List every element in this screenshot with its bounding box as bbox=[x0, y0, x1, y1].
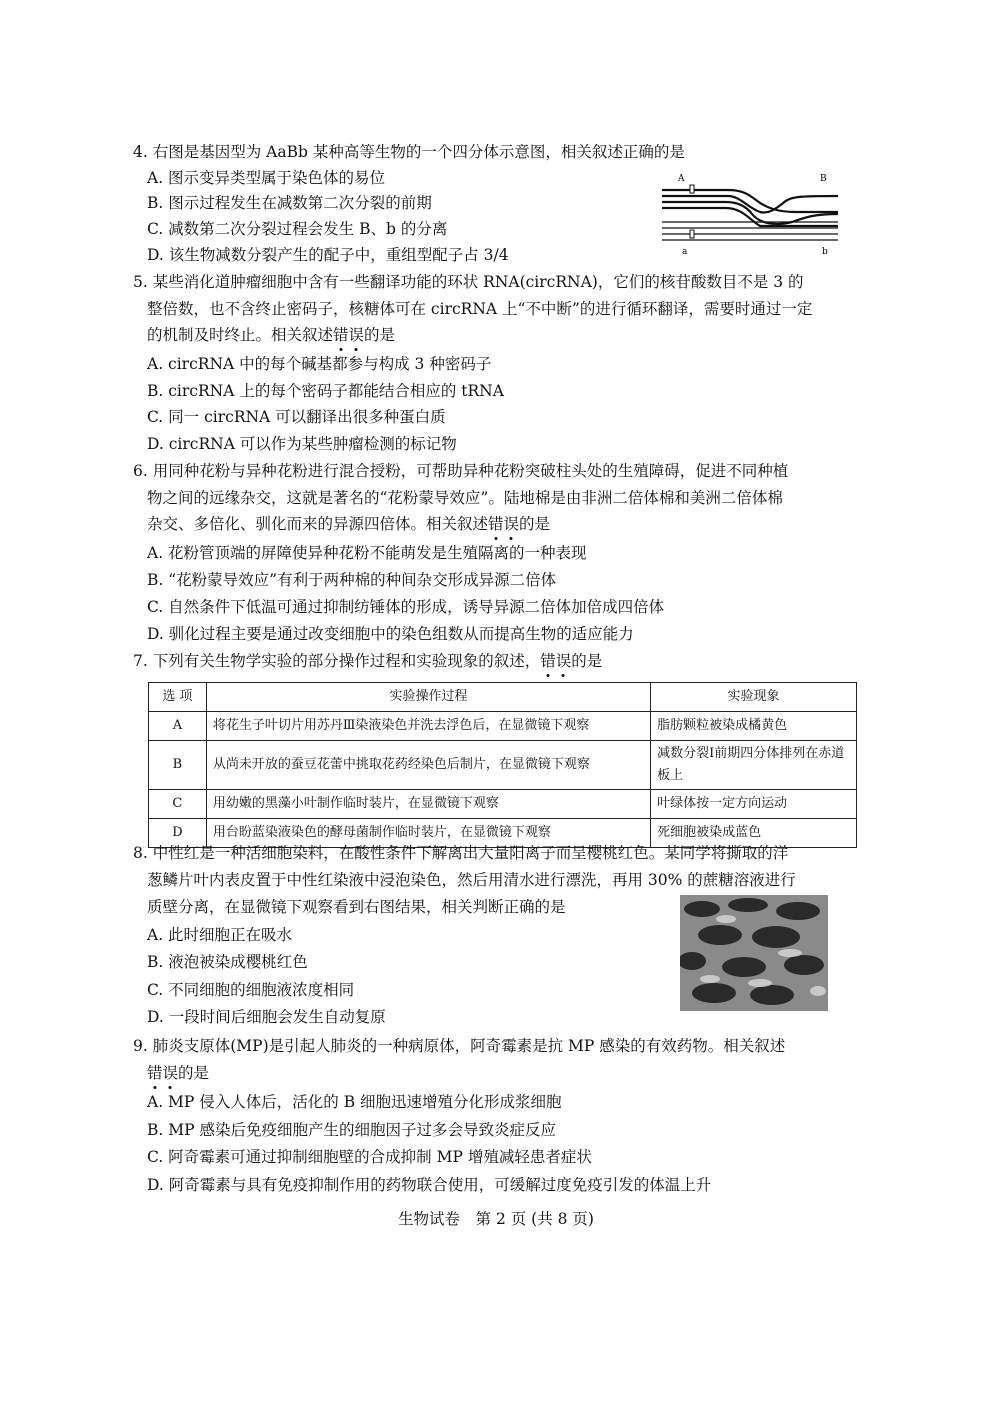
q8-line-1: 8. 中性红是一种活细胞染料，在酸性条件下解离出大量阳离子而呈樱桃红色。某同学将撕取的洋 bbox=[133, 844, 789, 862]
q7-stem bbox=[133, 650, 602, 672]
q6-option-c: C. 自然条件下低温可通过抑制纺锤体的形成，诱导异源二倍体加倍成四倍体 bbox=[147, 598, 665, 616]
q4-stem: 4. 右图是基因型为 AaBb 某种高等生物的一个四分体示意图，相关叙述正确的是 bbox=[133, 143, 685, 161]
row-procedure: 用台盼蓝染液染色的酵母菌制作临时装片，在显微镜下观察 bbox=[206, 819, 650, 848]
q4-option-b: B. 图示过程发生在减数第二次分裂的前期 bbox=[147, 194, 432, 212]
row-result: 叶绿体按一定方向运动 bbox=[651, 790, 857, 819]
lower-chromatids bbox=[662, 222, 838, 240]
q6-line-3-post: 的是 bbox=[519, 515, 551, 533]
q5-option-c: C. 同一 circRNA 可以翻译出很多种蛋白质 bbox=[147, 408, 446, 426]
label-a: a bbox=[682, 247, 688, 256]
q8-option-a: A. 此时细胞正在吸水 bbox=[147, 926, 293, 944]
q9-line-1: 9. 肺炎支原体(MP)是引起人肺炎的一种病原体，阿奇霉素是抗 MP 感染的有效药物。相关叙述 bbox=[133, 1037, 786, 1055]
q5-option-d: D. circRNA 可以作为某些肿瘤检测的标记物 bbox=[147, 435, 457, 453]
row-option: D bbox=[149, 819, 207, 848]
q7-emphasis bbox=[540, 652, 571, 670]
emphasis-char: 错 bbox=[488, 515, 504, 533]
q9-option-d: D. 阿奇霉素与具有免疫抑制作用的药物联合使用，可缓解过度免疫引发的体温上升 bbox=[147, 1176, 712, 1194]
row-procedure: 将花生子叶切片用苏丹Ⅲ染液染色并洗去浮色后，在显微镜下观察 bbox=[206, 712, 650, 741]
q6-option-a: A. 花粉管顶端的屏障使异种花粉不能萌发是生殖隔离的一种表现 bbox=[147, 544, 587, 562]
table-row bbox=[149, 741, 857, 790]
experiment-table bbox=[148, 682, 857, 848]
centromere-lower bbox=[690, 230, 694, 238]
row-result: 脂肪颗粒被染成橘黄色 bbox=[651, 712, 857, 741]
q9-option-c: C. 阿奇霉素可通过抑制细胞壁的合成抑制 MP 增殖减轻患者症状 bbox=[147, 1148, 592, 1166]
emphasis-char: 错 bbox=[540, 652, 556, 670]
q8-line-3: 质壁分离，在显微镜下观察看到右图结果，相关判断正确的是 bbox=[147, 898, 566, 916]
emphasis-char: 误 bbox=[162, 1064, 179, 1082]
row-procedure: 用幼嫩的黑藻小叶制作临时装片，在显微镜下观察 bbox=[206, 790, 650, 819]
q6-option-b: B. “花粉蒙导效应”有利于两种棉的种间杂交形成异源二倍体 bbox=[147, 571, 557, 589]
header-result: 实验现象 bbox=[651, 683, 857, 712]
q8-option-d: D. 一段时间后细胞会发生自动复原 bbox=[147, 1008, 386, 1026]
header-procedure: 实验操作过程 bbox=[206, 683, 650, 712]
q8-option-b: B. 液泡被染成樱桃红色 bbox=[147, 953, 308, 971]
tetrad-diagram bbox=[656, 170, 844, 256]
q9-option-b: B. MP 感染后免疫细胞产生的细胞因子过多会导致炎症反应 bbox=[147, 1121, 556, 1139]
table-row bbox=[149, 790, 857, 819]
q5-option-a: A. circRNA 中的每个碱基都参与构成 3 种密码子 bbox=[147, 355, 492, 373]
q5-line-3-pre: 的机制及时终止。相关叙述 bbox=[147, 326, 334, 344]
centromere-upper bbox=[690, 185, 694, 193]
emphasis-char: 错 bbox=[147, 1064, 163, 1082]
q7-stem-post: 的是 bbox=[571, 652, 603, 670]
q8-option-c: C. 不同细胞的细胞液浓度相同 bbox=[147, 981, 355, 999]
q6-line-1: 6. 用同种花粉与异种花粉进行混合授粉，可帮助异种花粉突破柱头处的生殖障碍，促进不同种植 bbox=[133, 462, 789, 480]
emphasis-char: 误 bbox=[555, 652, 572, 670]
emphasis-char: 误 bbox=[348, 326, 365, 344]
q6-line-2: 物之间的远缘杂交，这就是著名的“花粉蒙导效应”。陆地棉是由非洲二倍体棉和美洲二倍体棉 bbox=[147, 489, 783, 507]
label-A: A bbox=[678, 174, 685, 184]
row-result: 减数分裂Ⅰ前期四分体排列在赤道板上 bbox=[651, 741, 857, 790]
row-option: A bbox=[149, 712, 207, 741]
q7-stem-pre: 7. 下列有关生物学实验的部分操作过程和实验现象的叙述， bbox=[133, 652, 541, 670]
row-procedure: 从尚未开放的蚕豆花蕾中挑取花药经染色后制片，在显微镜下观察 bbox=[206, 741, 650, 790]
q4-option-a: A. 图示变异类型属于染色体的易位 bbox=[147, 169, 386, 187]
micrograph-image bbox=[680, 895, 828, 1011]
label-b: b bbox=[822, 247, 828, 256]
emphasis-char: 错 bbox=[333, 326, 349, 344]
q6-emphasis bbox=[488, 515, 519, 533]
q9-option-a: A. MP 侵入人体后，活化的 B 细胞迅速增殖分化形成浆细胞 bbox=[147, 1093, 562, 1111]
page-footer: 生物试卷 第 2 页 (共 8 页) bbox=[398, 1210, 594, 1228]
q9-line-2-post: 的是 bbox=[178, 1064, 210, 1082]
row-option: B bbox=[149, 741, 207, 790]
table-row bbox=[149, 712, 857, 741]
q9-emphasis bbox=[147, 1064, 178, 1082]
q6-option-d: D. 驯化过程主要是通过改变细胞中的染色组数从而提高生物的适应能力 bbox=[147, 625, 634, 643]
q8-line-2: 葱鳞片叶内表皮置于中性红染液中浸泡染色，然后用清水进行漂洗，再用 30% 的蔗糖溶液进行 bbox=[147, 871, 796, 889]
q5-line-3 bbox=[147, 324, 395, 346]
q5-line-2: 整倍数，也不含终止密码子，核糖体可在 circRNA 上“不中断”的进行循环翻译，需要时通过一定 bbox=[147, 300, 813, 318]
upper-chromatids bbox=[662, 190, 838, 226]
q5-option-b: B. circRNA 上的每个密码子都能结合相应的 tRNA bbox=[147, 382, 504, 400]
q6-line-3 bbox=[147, 513, 550, 535]
row-option: C bbox=[149, 790, 207, 819]
q6-line-3-pre: 杂交、多倍化、驯化而来的异源四倍体。相关叙述 bbox=[147, 515, 489, 533]
q9-line-2 bbox=[147, 1062, 209, 1084]
q5-line-3-post: 的是 bbox=[364, 326, 396, 344]
q5-line-1: 5. 某些消化道肿瘤细胞中含有一些翻译功能的环状 RNA(circRNA)，它们的核苷酸数目不是 3 的 bbox=[133, 273, 804, 291]
q4-option-d: D. 该生物减数分裂产生的配子中，重组型配子占 3/4 bbox=[147, 246, 509, 264]
row-result: 死细胞被染成蓝色 bbox=[651, 819, 857, 848]
q4-option-c: C. 减数第二次分裂过程会发生 B、b 的分离 bbox=[147, 220, 448, 238]
table-header-row bbox=[149, 683, 857, 712]
emphasis-char: 误 bbox=[503, 515, 520, 533]
q5-emphasis bbox=[333, 326, 364, 344]
header-option: 选 项 bbox=[149, 683, 207, 712]
label-B: B bbox=[820, 174, 827, 184]
